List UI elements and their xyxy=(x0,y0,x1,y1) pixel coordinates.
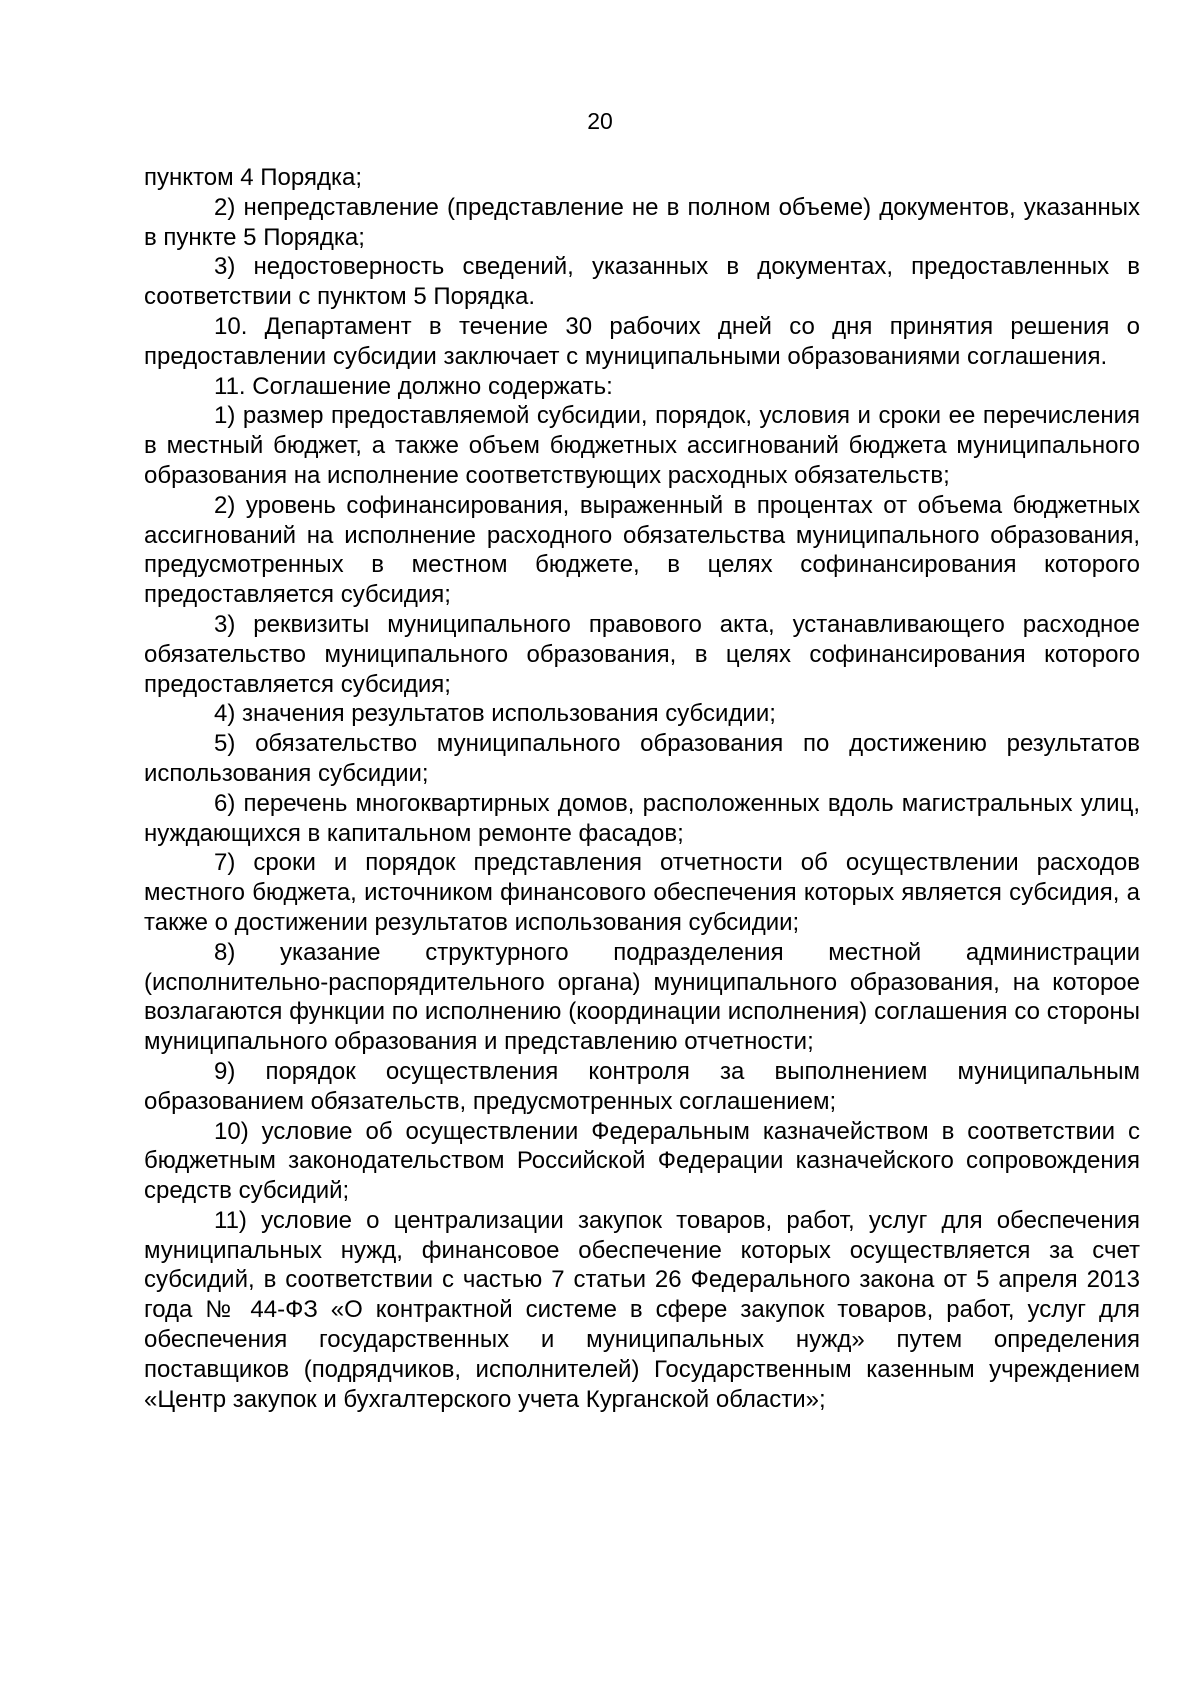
list-item-2-nonsubmission: 2) непредставление (представление не в полном объеме) документов, указанных в пункте 5 Порядка; xyxy=(144,193,1140,251)
list-item-6-building-list: 6) перечень многоквартирных домов, расположенных вдоль магистральных улиц, нуждающихся в капитальном ремонте фасадов; xyxy=(144,789,1140,847)
list-item-3-unreliability: 3) недостоверность сведений, указанных в документах, предоставленных в соответствии с пунктом 5 Порядка. xyxy=(144,253,1140,311)
list-item-8-responsible-unit: 8) указание структурного подразделения местной администрации (исполнительно-распорядительного органа) муниципального образования, на которое возлагаются функции по исполнению (координации исполнения) соглашения со стороны муниципального образования и представлению отчетности; xyxy=(144,938,1140,1056)
list-item-7-reporting: 7) сроки и порядок представления отчетности об осуществлении расходов местного бюджета, источником финансового обеспечения которых является субсидия, а также о достижении результатов использования субсидии; xyxy=(144,849,1140,936)
paragraph-continuation: пунктом 4 Порядка; xyxy=(144,164,362,191)
list-item-2-cofinancing-level: 2) уровень софинансирования, выраженный в процентах от объема бюджетных ассигнований на исполнение расходного обязательства муниципального образования, предусмотренных в местном бюджете, в целях софинансирования которого предоставляется субсидия; xyxy=(144,491,1140,609)
clause-10: 10. Департамент в течение 30 рабочих дней со дня принятия решения о предоставлении субсидии заключает с муниципальными образованиями соглашения. xyxy=(144,312,1140,370)
list-item-3-legal-act-details: 3) реквизиты муниципального правового акта, устанавливающего расходное обязательство муниципального образования, в целях софинансирования которого предоставляется субсидия; xyxy=(144,610,1140,698)
list-item-10-treasury: 10) условие об осуществлении Федеральным казначейством в соответствии с бюджетным законодательством Российской Федерации казначейского сопровождения средств субсидий; xyxy=(144,1117,1140,1205)
list-item-9-control: 9) порядок осуществления контроля за выполнением муниципальным образованием обязательств, предусмотренных соглашением; xyxy=(144,1057,1140,1115)
clause-11: 11. Соглашение должно содержать: xyxy=(214,372,613,400)
document-body xyxy=(144,163,1140,1414)
list-item-1-subsidy-size: 1) размер предоставляемой субсидии, порядок, условия и сроки ее перечисления в местный бюджет, а также объем бюджетных ассигнований бюджета муниципального образования на исполнение соответствующих расходных обязательств; xyxy=(144,402,1140,489)
list-item-4-result-values: 4) значения результатов использования субсидии; xyxy=(214,700,776,728)
list-item-5-obligation: 5) обязательство муниципального образования по достижению результатов использования субсидии; xyxy=(144,730,1140,787)
list-item-11-procurement: 11) условие о централизации закупок товаров, работ, услуг для обеспечения муниципальных нужд, финансовое обеспечение которых осуществляется за счет субсидий, в соответствии с частью 7 статьи 26 Федерального закона от 5 апреля 2013 года № 44-ФЗ «О контрактной системе в сфере закупок товаров, работ, услуг для обеспечения государственных и муниципальных нужд» путем определения поставщиков (подрядчиков, исполнителей) Государственным казенным учреждением «Центр закупок и бухгалтерского учета Курганской области»; xyxy=(144,1206,1140,1413)
page-number: 20 xyxy=(587,108,613,134)
